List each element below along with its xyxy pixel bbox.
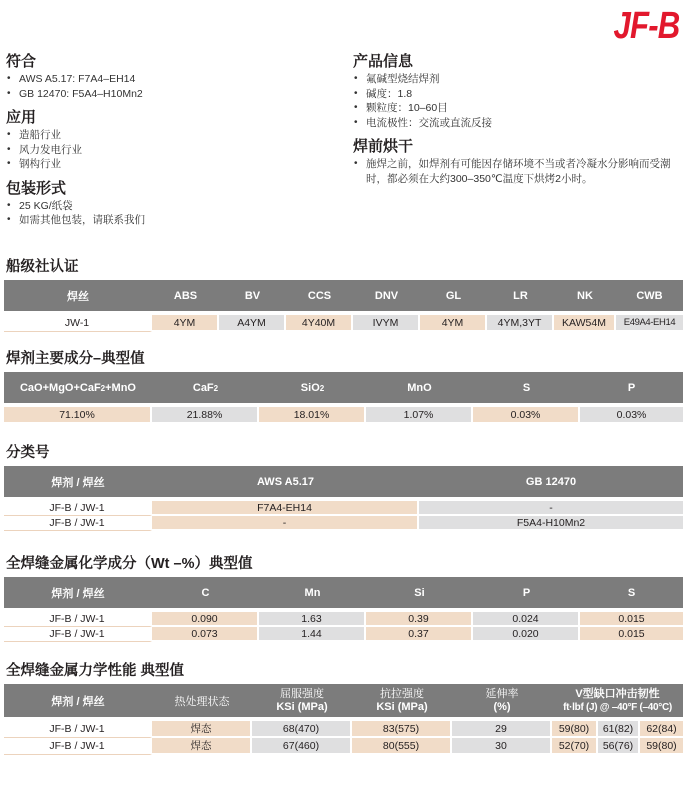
header-cell: Mn	[259, 577, 366, 608]
table-row	[4, 407, 683, 424]
cell: -	[419, 501, 683, 516]
header-cell: AWS A5.17	[152, 466, 419, 497]
chem-table-title: 全焊缝金属化学成分（Wt –%）典型值	[6, 556, 253, 572]
cell: -	[152, 516, 419, 531]
header-cell: DNV	[353, 280, 420, 311]
list-item: • 电流极性：交流或直流反接	[353, 116, 683, 131]
cell: 4YM,3YT	[487, 315, 554, 332]
cell: KAW54M	[554, 315, 616, 332]
cell: JF-B / JW-1	[4, 501, 152, 516]
list-item: • 氟碱型烧结焊剂	[353, 72, 683, 87]
cell: 59(80)	[552, 721, 598, 738]
header-cell: 焊剂 / 焊丝	[4, 577, 152, 608]
list-item: • 造船行业	[6, 128, 336, 143]
list-item: • AWS A5.17: F7A4–EH14	[6, 72, 336, 87]
header-unit: KSi (MPa)	[376, 700, 428, 713]
header-cell	[552, 684, 683, 717]
cell: 80(555)	[352, 738, 452, 755]
cell: JF-B / JW-1	[4, 612, 152, 627]
cell: 焊态	[152, 738, 252, 755]
section-title: 应用	[6, 109, 37, 126]
cell: 4Y40M	[286, 315, 353, 332]
section-title: 符合	[6, 53, 37, 70]
compliance-section	[6, 52, 336, 101]
header-line: 抗拉强度	[380, 687, 424, 700]
header-cell	[352, 684, 452, 717]
cell: IVYM	[353, 315, 420, 332]
table-row	[4, 612, 683, 627]
mech-table-title: 全焊缝金属力学性能 典型值	[6, 663, 185, 679]
cert-table-title: 船级社认证	[6, 259, 79, 275]
cell: 83(575)	[352, 721, 452, 738]
header-cell: SiO2	[259, 372, 366, 403]
cell: 1.07%	[366, 407, 473, 424]
cell: 1.63	[259, 612, 366, 627]
header-cell: MnO	[366, 372, 473, 403]
header-cell: CaF2	[152, 372, 259, 403]
cell: F7A4-EH14	[152, 501, 419, 516]
header-cell: ABS	[152, 280, 219, 311]
header-cell: 焊剂 / 焊丝	[4, 466, 152, 497]
cell: 67(460)	[252, 738, 352, 755]
header-cell: C	[152, 577, 259, 608]
header-cell: LR	[487, 280, 554, 311]
cell: JW-1	[4, 315, 152, 332]
cell: 62(84)	[640, 721, 683, 738]
cell: 0.073	[152, 627, 259, 642]
section-title: 产品信息	[353, 53, 414, 70]
application-section	[6, 108, 336, 172]
header-cell	[452, 684, 552, 717]
flux-table-title: 焊剂主要成分–典型值	[6, 351, 145, 367]
flux-table	[4, 372, 683, 424]
cell: 0.015	[580, 627, 683, 642]
header-cell: Si	[366, 577, 473, 608]
cell: 0.024	[473, 612, 580, 627]
header-cell: CCS	[286, 280, 353, 311]
cell: F5A4-H10Mn2	[419, 516, 683, 531]
list-item: • 施焊之前，如焊剂有可能因存储环境不当或者冷凝水分影响而受潮时，都必须在大约300–350℃温度下烘烤2小时。	[353, 157, 678, 186]
cell: 52(70)	[552, 738, 598, 755]
cell: 4YM	[152, 315, 219, 332]
cell: 30	[452, 738, 552, 755]
cell: JF-B / JW-1	[4, 721, 152, 738]
header-unit: KSi (MPa)	[276, 700, 328, 713]
cell: 1.44	[259, 627, 366, 642]
header-cell: GB 12470	[419, 466, 683, 497]
cell: 0.090	[152, 612, 259, 627]
cell: JF-B / JW-1	[4, 627, 152, 642]
cell: 68(470)	[252, 721, 352, 738]
cell: 29	[452, 721, 552, 738]
left-info-column	[6, 52, 336, 235]
product-info-section	[353, 52, 683, 130]
list-item: • 25 KG/纸袋	[6, 199, 336, 214]
table-row	[4, 516, 683, 531]
cell: 18.01%	[259, 407, 366, 424]
header-cell: P	[473, 577, 580, 608]
pre-drying-section	[353, 137, 683, 186]
cell: 0.03%	[580, 407, 683, 424]
header-line: 屈服强度	[280, 687, 324, 700]
table-row	[4, 315, 683, 332]
cell: JF-B / JW-1	[4, 516, 152, 531]
table-row	[4, 721, 683, 738]
list-item: • 风力发电行业	[6, 143, 336, 158]
cell: 71.10%	[4, 407, 152, 424]
packaging-section	[6, 179, 336, 228]
cell: 56(76)	[598, 738, 640, 755]
header-cell: CaO+MgO+CaF2+MnO	[4, 372, 152, 403]
header-cell: NK	[554, 280, 616, 311]
cell: 0.020	[473, 627, 580, 642]
cell: 0.37	[366, 627, 473, 642]
header-unit: ft·lbf (J) @ –40°F (–40°C)	[563, 701, 672, 713]
mech-table	[4, 684, 683, 755]
header-cell: GL	[420, 280, 487, 311]
cell: 61(82)	[598, 721, 640, 738]
product-logo: JF-B	[613, 5, 679, 47]
cell: 0.39	[366, 612, 473, 627]
header-cell: 焊丝	[4, 280, 152, 311]
right-info-column	[353, 52, 683, 193]
header-line: 延伸率	[485, 687, 519, 700]
header-cell: 焊剂 / 焊丝	[4, 684, 152, 717]
cell: 0.015	[580, 612, 683, 627]
cell: 焊态	[152, 721, 252, 738]
table-row	[4, 738, 683, 755]
header-unit: (%)	[493, 700, 511, 713]
cell: 59(80)	[640, 738, 683, 755]
cell: JF-B / JW-1	[4, 738, 152, 755]
header-cell: S	[580, 577, 683, 608]
chem-table	[4, 577, 683, 642]
list-item: • GB 12470: F5A4–H10Mn2	[6, 87, 336, 102]
header-cell: P	[580, 372, 683, 403]
header-cell	[252, 684, 352, 717]
cell: 4YM	[420, 315, 487, 332]
cell: 21.88%	[152, 407, 259, 424]
header-cell: CWB	[616, 280, 683, 311]
section-title: 包装形式	[6, 179, 67, 197]
list-item: • 碱度：1.8	[353, 87, 683, 102]
table-row	[4, 501, 683, 516]
cell: E49A4-EH14	[616, 315, 683, 332]
header-cell: S	[473, 372, 580, 403]
header-cell: 热处理状态	[152, 684, 252, 717]
list-item: • 钢构行业	[6, 157, 336, 172]
cell: 0.03%	[473, 407, 580, 424]
table-row	[4, 627, 683, 642]
list-item: • 如需其他包装，请联系我们	[6, 213, 336, 228]
section-title: 焊前烘干	[353, 138, 414, 155]
classification-table-title: 分类号	[6, 445, 50, 461]
cell: A4YM	[219, 315, 286, 332]
header-cell: BV	[219, 280, 286, 311]
classification-table	[4, 466, 683, 531]
cert-table	[4, 280, 683, 332]
header-line: V型缺口冲击韧性	[575, 687, 660, 700]
list-item: • 颗粒度：10–60目	[353, 101, 683, 116]
